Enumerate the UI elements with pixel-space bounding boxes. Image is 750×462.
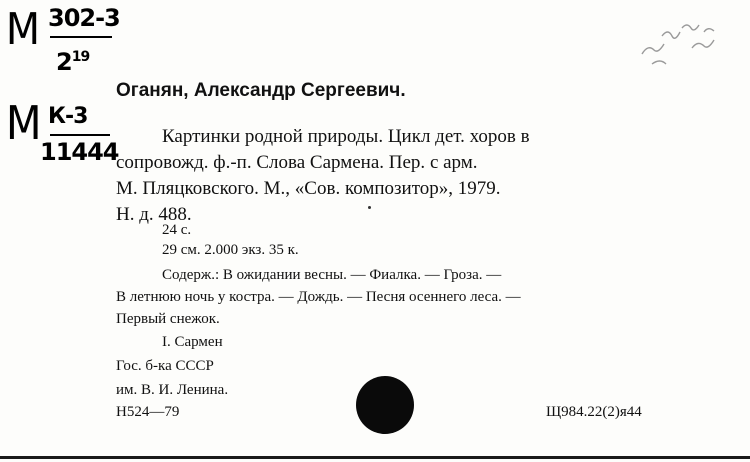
size-print-run-price: 29 см. 2.000 экз. 35 к. — [162, 242, 299, 258]
bottom-edge-line — [0, 456, 750, 459]
title-line-3-part: М., «Сов. композитор», 1979. — [263, 178, 501, 199]
library-name-line-1: Гос. б-ка СССР — [116, 358, 214, 374]
library-name-line-2: им. В. И. Ленина. — [116, 382, 229, 398]
title-line-2-part: Пер. — [388, 152, 426, 173]
title-line-2-part: Слова — [256, 152, 306, 173]
title-line-1: Картинки родной природы. Цикл дет. хоров в — [162, 126, 530, 147]
handwritten-code-k-3: К-3 — [48, 104, 88, 129]
title-line-2 — [116, 150, 676, 176]
stray-dot — [368, 206, 371, 209]
card-number: Н524—79 — [116, 404, 180, 420]
classification-code: Щ984.22(2)я44 — [546, 404, 642, 420]
contents-note — [116, 264, 676, 330]
handwritten-code-11444: 11444 — [40, 138, 119, 166]
title-line-2-part: Сармена. — [309, 152, 385, 173]
punch-hole — [356, 376, 414, 434]
title-description — [116, 124, 676, 228]
handwritten-code-2-19 — [56, 48, 89, 76]
title-line-2-part: арм. — [443, 152, 478, 173]
handwritten-underline — [50, 36, 112, 38]
handwritten-underline-2 — [50, 134, 110, 136]
handwritten-code-302-3: 302-3 — [48, 4, 120, 32]
title-line-2-part: с — [429, 152, 439, 173]
contents-line: Первый снежок. — [116, 311, 220, 327]
handwritten-code-19: 19 — [71, 49, 90, 65]
title-line-3 — [116, 176, 676, 202]
contents-line: В летнюю ночь у костра. — Дождь. — Песня осеннего леса. — — [116, 289, 521, 305]
title-line-3-part: М. Пляцковского. — [116, 178, 259, 199]
handwritten-code-2: 2 — [56, 48, 72, 76]
pages-count: 24 с. — [162, 222, 192, 238]
title-line-2-part: сопровожд. ф.-п. — [116, 152, 252, 173]
tracing-entry: I. Сармен — [162, 334, 223, 350]
faint-stamp-mark — [632, 14, 732, 74]
title-line-4: Н. д. 488. — [116, 204, 192, 225]
author-heading: Оганян, Александр Сергеевич. — [116, 80, 406, 101]
handwritten-mark-m-top: М — [5, 4, 40, 55]
contents-line: Содерж.: В ожидании весны. — Фиалка. — Гроза. — — [162, 267, 502, 283]
handwritten-mark-m-bottom: М — [5, 96, 41, 150]
